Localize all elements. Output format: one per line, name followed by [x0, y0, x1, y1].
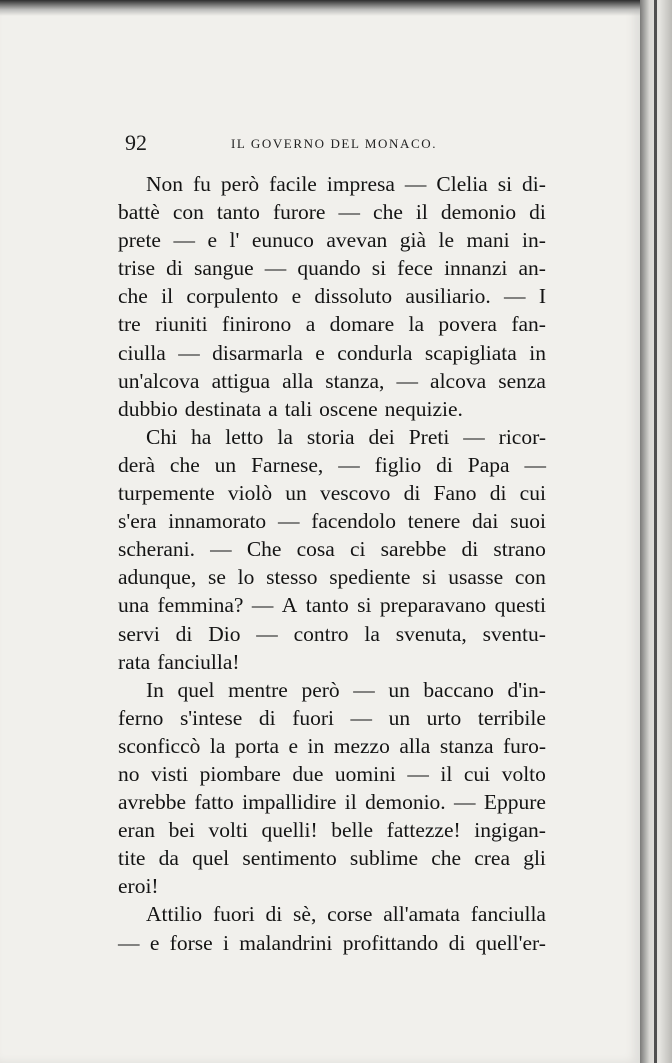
word: derà — [118, 452, 155, 477]
word: eroi! — [118, 874, 159, 899]
word: scherani. — [118, 537, 196, 562]
text-line — [118, 900, 546, 928]
word: povera — [438, 312, 497, 337]
word: cui — [519, 481, 546, 506]
word: quelli! — [261, 818, 318, 843]
word: la — [209, 733, 226, 758]
word: di — [436, 452, 453, 477]
word: — — [338, 452, 360, 477]
word: sconficcò — [118, 733, 201, 758]
word: Papa — [467, 452, 510, 477]
word: fan- — [511, 312, 546, 337]
word: ricor- — [498, 424, 546, 449]
word: porta — [234, 733, 280, 758]
word: — — [353, 677, 375, 702]
word: un — [388, 705, 411, 730]
word: e — [207, 228, 217, 253]
word: avrebbe — [118, 790, 187, 815]
word: — — [396, 368, 418, 393]
word: innamorato — [168, 509, 267, 534]
word: si — [371, 256, 387, 281]
word: impallidire — [242, 790, 337, 815]
word: furo- — [503, 733, 546, 758]
word: malandrini — [239, 930, 333, 955]
word: a — [268, 396, 278, 421]
word: fanciulla — [470, 902, 546, 927]
word: Che — [246, 537, 282, 562]
word: se — [207, 565, 226, 590]
word: Clelia — [436, 172, 488, 196]
word: urto — [426, 705, 462, 730]
word: la — [364, 621, 380, 646]
word: — — [178, 340, 200, 365]
word: — — [256, 621, 278, 646]
word: fattezze! — [386, 818, 461, 843]
word: fuori — [212, 902, 255, 927]
word: si — [497, 172, 513, 196]
text-line — [118, 732, 546, 760]
word: Chi — [146, 424, 178, 449]
word: ciulla — [118, 340, 166, 365]
word: il — [440, 761, 453, 786]
word: l' — [229, 228, 240, 253]
word: stesso — [266, 565, 318, 590]
word: di — [258, 705, 276, 730]
word: spediente — [329, 565, 411, 590]
word: an- — [518, 256, 546, 281]
word: storia — [306, 424, 355, 449]
page-gutter-shadow — [654, 0, 657, 1063]
word: terribile — [477, 705, 546, 730]
word: — — [264, 256, 287, 281]
text-line — [118, 535, 546, 563]
text-line — [118, 367, 546, 395]
word: s'intese — [179, 705, 243, 730]
word: di — [403, 481, 421, 506]
text-line — [118, 620, 546, 648]
text-line — [118, 226, 546, 254]
text-line — [118, 591, 546, 619]
word: disarmarla — [212, 340, 303, 365]
word: mezzo — [333, 733, 390, 758]
word: due — [292, 761, 324, 786]
word: sangue — [193, 256, 254, 281]
word: servi — [118, 621, 160, 646]
word: belle — [331, 818, 374, 843]
word: eunuco — [251, 228, 314, 253]
word: sè, — [293, 902, 317, 927]
word: ha — [191, 424, 212, 449]
word: finirono — [222, 312, 292, 337]
word: si — [357, 593, 372, 618]
text-line — [118, 310, 546, 338]
text-line — [118, 704, 546, 732]
word: una — [118, 593, 150, 618]
word: da — [158, 846, 179, 871]
word: destinata — [184, 396, 262, 421]
word: con — [172, 200, 204, 225]
word: in — [307, 733, 325, 758]
word: alla — [399, 733, 431, 758]
word: fuori — [292, 705, 334, 730]
word: ingigan- — [474, 818, 546, 843]
word: mani — [466, 228, 510, 253]
word: rata — [118, 649, 151, 674]
word: a — [305, 312, 316, 337]
page-header — [125, 130, 545, 154]
word: tanto — [216, 200, 260, 225]
word: il — [344, 790, 357, 815]
word: sarebbe — [380, 537, 447, 562]
word: — — [350, 705, 373, 730]
text-line — [118, 339, 546, 367]
word: però — [220, 172, 260, 196]
word: impresa — [326, 172, 395, 196]
word: demonio — [440, 200, 517, 225]
word: strano — [493, 537, 546, 562]
word: ausiliario. — [405, 284, 491, 309]
word: furore — [272, 200, 326, 225]
page-top-shadow — [0, 0, 640, 16]
text-line — [118, 198, 546, 226]
word: che — [431, 846, 462, 871]
word: un — [214, 452, 237, 477]
word: che — [118, 284, 148, 309]
word: di — [265, 902, 283, 927]
text-line — [118, 929, 546, 957]
text-line — [118, 816, 546, 844]
word: un — [285, 481, 307, 506]
word: tenere — [407, 509, 461, 534]
word: battè — [118, 200, 160, 225]
word: i — [222, 930, 229, 955]
word: la — [277, 424, 293, 449]
word: innanzi — [444, 256, 508, 281]
page-number: 92 — [125, 130, 147, 155]
word: bei — [168, 818, 195, 843]
word: di — [175, 621, 193, 646]
word: attigua — [211, 368, 271, 393]
word: all'amata — [383, 902, 460, 927]
word: I — [538, 284, 546, 309]
word: — — [524, 452, 546, 477]
word: letto — [225, 424, 264, 449]
text-line — [118, 676, 546, 704]
running-head: IL GOVERNO DEL MONACO. — [231, 136, 438, 151]
word: Non — [146, 172, 184, 196]
word: stanza — [439, 733, 494, 758]
word: svenuta, — [395, 621, 467, 646]
text-line — [118, 254, 546, 282]
word: e — [315, 340, 325, 365]
text-line — [118, 507, 546, 535]
word: di — [461, 537, 479, 562]
word: A — [281, 593, 298, 618]
word: cui — [463, 761, 491, 786]
word: il — [415, 200, 428, 225]
word: tali — [284, 396, 313, 421]
word: dissoluto — [314, 284, 393, 309]
word: demonio. — [365, 790, 446, 815]
body-text — [118, 170, 546, 957]
word: suoi — [510, 509, 546, 534]
word: ci — [349, 537, 366, 562]
word: — — [463, 424, 485, 449]
word: forse — [169, 930, 213, 955]
word: che — [169, 452, 200, 477]
word: — — [404, 172, 427, 196]
word: fece — [397, 256, 433, 281]
word: — — [338, 200, 360, 225]
word: un — [388, 677, 410, 702]
word: Eppure — [483, 790, 546, 815]
word: la — [408, 312, 425, 337]
word: profittando — [342, 930, 439, 955]
word: eran — [118, 818, 155, 843]
word: Dio — [208, 621, 241, 646]
word: — — [407, 761, 429, 786]
word: dai — [472, 509, 499, 534]
word: no — [118, 761, 140, 786]
word: le — [438, 228, 455, 253]
word: adunque, — [118, 565, 197, 590]
word: violò — [227, 481, 273, 506]
word: questi — [494, 593, 546, 618]
word: però — [301, 677, 340, 702]
word: dei — [368, 424, 395, 449]
word: Fano — [433, 481, 477, 506]
word: piombare — [199, 761, 281, 786]
word: facendolo — [311, 509, 396, 534]
word: sentimento — [242, 846, 337, 871]
word: avevan — [326, 228, 388, 253]
word: nequizie. — [384, 396, 463, 421]
word: alla — [282, 368, 314, 393]
word: di — [489, 481, 507, 506]
word: contro — [293, 621, 349, 646]
word: scapigliata — [424, 340, 517, 365]
word: fu — [193, 172, 211, 196]
text-line — [118, 451, 546, 479]
word: d'in- — [507, 677, 546, 702]
word: lo — [237, 565, 255, 590]
word: usasse — [448, 565, 504, 590]
word: quando — [297, 256, 361, 281]
word: — — [210, 537, 232, 562]
word: volto — [501, 761, 546, 786]
word: cosa — [296, 537, 335, 562]
word: tanto — [305, 593, 349, 618]
word: volti — [208, 818, 248, 843]
word: preparavano — [379, 593, 487, 618]
word: gli — [523, 846, 546, 871]
word: turpemente — [118, 481, 215, 506]
word: quel — [177, 677, 215, 702]
word: di- — [522, 172, 546, 196]
word: fatto — [194, 790, 234, 815]
word: con — [514, 565, 546, 590]
word: già — [399, 228, 427, 253]
word: s'era — [118, 509, 157, 534]
word: trise — [118, 256, 156, 281]
text-line — [118, 282, 546, 310]
text-line — [118, 395, 546, 423]
word: vescovo — [319, 481, 391, 506]
word: crea — [474, 846, 511, 871]
text-line — [118, 788, 546, 816]
word: ferno — [118, 705, 164, 730]
word: fanciulla! — [157, 649, 240, 674]
word: sventu- — [482, 621, 546, 646]
word: tite — [118, 846, 146, 871]
word: e — [291, 284, 302, 309]
word: di — [448, 930, 466, 955]
word: Farnese, — [251, 452, 324, 477]
word: — — [118, 930, 140, 955]
word: baccano — [423, 677, 494, 702]
word: dubbio — [118, 396, 178, 421]
word: Attilio — [146, 902, 203, 927]
word: un'alcova — [118, 368, 200, 393]
word: quell'er- — [475, 930, 546, 955]
word: riuniti — [155, 312, 208, 337]
word: di — [166, 256, 183, 281]
word: e — [149, 930, 160, 955]
word: oscene — [319, 396, 378, 421]
text-line — [118, 760, 546, 788]
word: corpulento — [186, 284, 279, 309]
word: domare — [329, 312, 395, 337]
word: — — [251, 593, 274, 618]
word: di — [529, 200, 546, 225]
text-line — [118, 423, 546, 451]
text-line — [118, 170, 546, 198]
word: — — [173, 228, 195, 253]
word: il — [161, 284, 174, 309]
word: femmina? — [157, 593, 244, 618]
word: in — [529, 340, 546, 365]
word: visti — [151, 761, 189, 786]
word: alcova — [430, 368, 487, 393]
word: in- — [522, 228, 546, 253]
text-line — [118, 872, 546, 900]
word: e — [288, 733, 299, 758]
word: figlio — [374, 452, 422, 477]
text-line — [118, 479, 546, 507]
word: stanza, — [325, 368, 385, 393]
text-line — [118, 563, 546, 591]
word: senza — [498, 368, 546, 393]
word: si — [422, 565, 437, 590]
text-line — [118, 844, 546, 872]
word: uomini — [334, 761, 396, 786]
word: — — [504, 284, 526, 309]
word: condurla — [337, 340, 413, 365]
word: prete — [118, 228, 161, 253]
word: quel — [192, 846, 230, 871]
word: — — [277, 509, 300, 534]
word: corse — [327, 902, 373, 927]
word: — — [454, 790, 476, 815]
word: che — [373, 200, 403, 225]
word: In — [146, 677, 164, 702]
word: Preti — [408, 424, 450, 449]
word: tre — [118, 312, 141, 337]
word: mentre — [228, 677, 288, 702]
text-line — [118, 648, 546, 676]
word: sublime — [349, 846, 418, 871]
word: facile — [269, 172, 317, 196]
